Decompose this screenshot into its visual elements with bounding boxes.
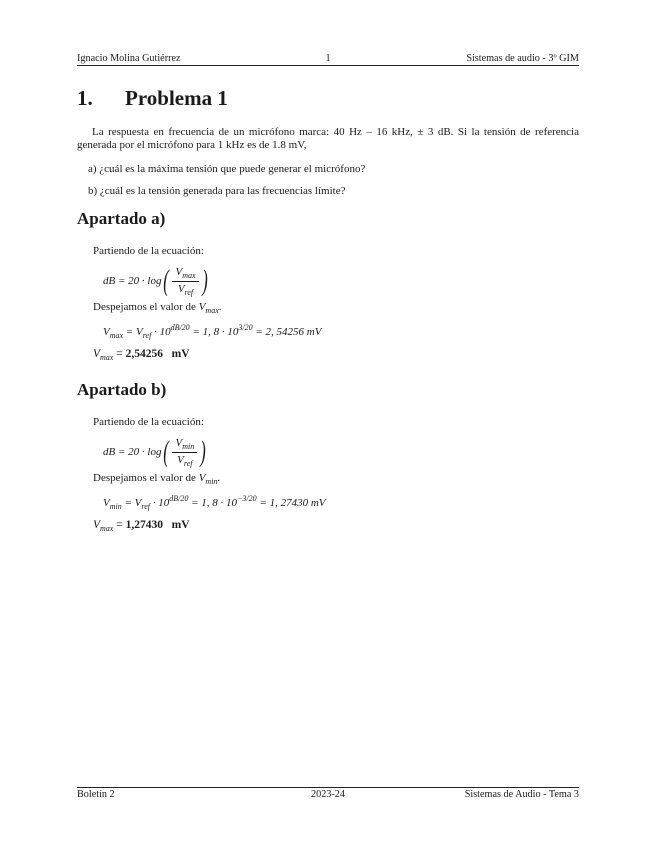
denominator-var: V — [177, 282, 185, 295]
footer-subject: Sistemas de Audio - Tema 3 — [464, 789, 579, 800]
result-sub: max — [100, 353, 114, 362]
eq2-res: = 1, 27430 mV — [256, 497, 326, 509]
part-b-equation — [103, 432, 208, 472]
denominator-var: V — [177, 453, 184, 466]
eq2-v: V — [103, 326, 110, 338]
eq2-ref: ref — [142, 331, 152, 340]
eq2-res: = 2, 54256 mV — [252, 326, 322, 338]
clear-var: V — [198, 472, 206, 484]
page-footer — [77, 787, 579, 800]
result-value: 1,27430 — [125, 519, 163, 531]
footer-bulletin: Boletín 2 — [77, 789, 115, 800]
part-b-result — [93, 519, 190, 533]
result-var: V — [93, 519, 101, 531]
page-header — [77, 50, 579, 66]
result-unit: mV — [171, 348, 190, 360]
denominator-sub: ref — [184, 287, 194, 297]
part-a-intro: Partiendo de la ecuación: — [93, 245, 204, 257]
result-sub: max — [100, 524, 114, 533]
eq2-exp1: dB/20 — [169, 494, 189, 503]
numerator-var: V — [175, 265, 183, 278]
question-b: b) ¿cuál es la tensión generada para las frecuencias límite? — [88, 185, 346, 197]
right-paren: ) — [201, 264, 208, 297]
part-a-fraction — [172, 266, 198, 297]
right-paren: ) — [200, 435, 206, 468]
eq2-mid: = V — [121, 497, 142, 509]
part-b-solution-equation — [103, 494, 326, 511]
clear-sub: max — [205, 306, 219, 315]
part-a-result — [93, 348, 190, 362]
result-unit: mV — [171, 519, 190, 531]
part-b-fraction — [172, 437, 197, 468]
part-a-equation — [103, 261, 210, 301]
eq2-vsub: max — [109, 331, 124, 340]
eq2-exp1: dB/20 — [170, 323, 190, 332]
problem-statement: La respuesta en frecuencia de un micrófono marca: 40 Hz – 16 kHz, ± 3 dB. Si la tensión de referencia generada por el micrófono para 1 kHz es de 1.8 mV, — [77, 126, 579, 151]
left-paren: ( — [163, 264, 170, 297]
eq2-val: = 1, 8 · 10 — [188, 497, 238, 509]
clear-label: Despejamos el valor de — [93, 472, 199, 484]
clear-sub: min — [205, 477, 218, 486]
part-a-eq-lhs: dB = 20 · log — [103, 275, 162, 287]
left-paren: ( — [163, 435, 170, 468]
part-a-clear-text: Despejamos el valor de $V_{max}$. — [93, 301, 222, 315]
numerator-var: V — [175, 436, 183, 449]
eq2-val: = 1, 8 · 10 — [189, 326, 239, 338]
eq2-pow: · 10 — [149, 497, 170, 509]
part-b-intro: Partiendo de la ecuación: — [93, 416, 204, 428]
eq2-mid: = V — [123, 326, 143, 338]
eq2-exp2: 3/20 — [238, 323, 253, 332]
eq2-ref: ref — [141, 502, 150, 511]
section-number: 1. — [77, 86, 93, 110]
eq2-vsub: min — [109, 502, 122, 511]
section-title: Problema 1 — [125, 86, 228, 110]
numerator-sub: min — [182, 441, 195, 451]
part-b-clear-text: Despejamos el valor de $V_{min}$. — [93, 472, 221, 486]
eq2-v: V — [103, 497, 110, 509]
result-eq: = — [113, 519, 126, 531]
eq2-pow: · 10 — [151, 326, 171, 338]
result-value: 2,54256 — [125, 348, 163, 360]
part-b-heading: Apartado b) — [77, 380, 167, 399]
result-eq: = — [113, 348, 126, 360]
header-page-number: 1 — [325, 53, 331, 64]
header-course: Sistemas de audio - 3º GIM — [466, 53, 579, 64]
footer-year: 2023-24 — [311, 789, 345, 800]
question-a: a) ¿cuál es la máxima tensión que puede generar el micrófono? — [88, 163, 366, 175]
header-author: Ignacio Molina Gutiérrez — [77, 53, 181, 64]
clear-var: V — [198, 301, 206, 313]
clear-label: Despejamos el valor de — [93, 301, 199, 313]
part-a-heading: Apartado a) — [77, 209, 166, 228]
denominator-sub: ref — [183, 458, 193, 468]
part-a-solution-equation — [103, 323, 321, 340]
numerator-sub: max — [182, 270, 196, 280]
part-b-eq-lhs: dB = 20 · log — [103, 446, 162, 458]
section-heading — [77, 86, 228, 111]
result-var: V — [93, 348, 101, 360]
eq2-exp2: −3/20 — [237, 494, 257, 503]
